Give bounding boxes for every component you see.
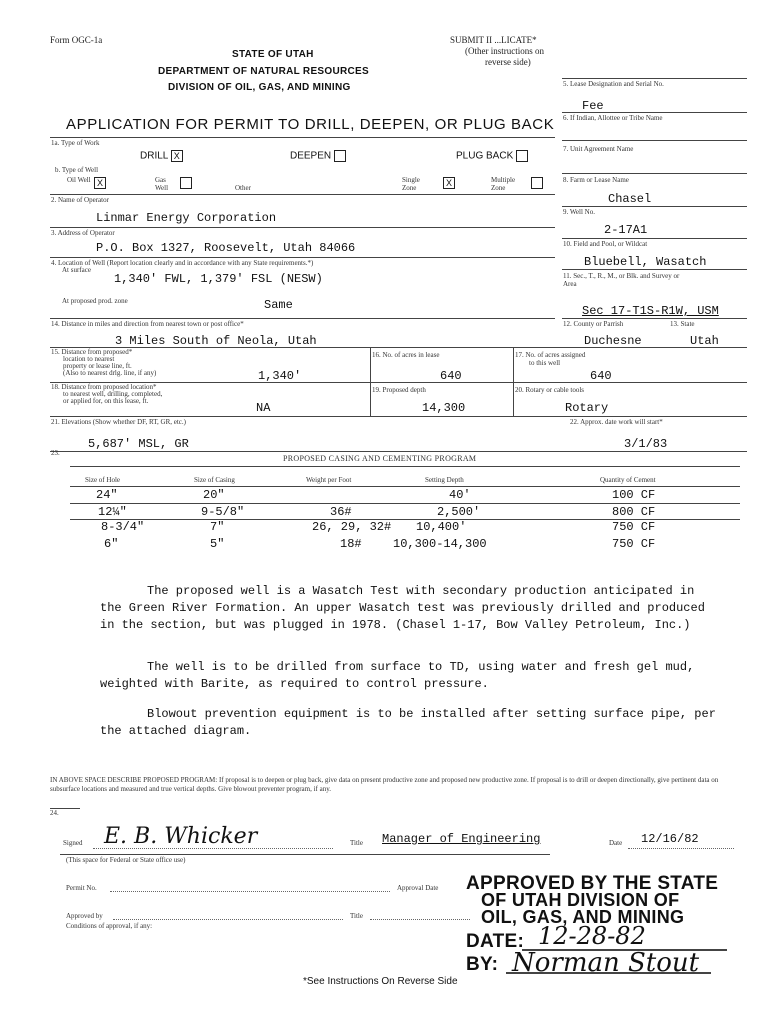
address-label: 3. Address of Operator (51, 229, 115, 237)
approval-date-label: Approval Date (397, 884, 439, 892)
plug-back-option[interactable] (456, 150, 528, 162)
surface-value: 1,340' FWL, 1,379' FSL (NESW) (114, 272, 323, 286)
well-no-value: 2-17A1 (604, 223, 648, 237)
item24-number: 24. (50, 809, 59, 817)
state-value: Utah (690, 334, 719, 348)
operator-value: Linmar Energy Corporation (96, 211, 277, 225)
deepen-checkbox[interactable] (334, 150, 346, 162)
drill-label: DRILL (140, 150, 168, 162)
rotary-label: 20. Rotary or cable tools (515, 386, 585, 394)
casing-row-3-cement: 750 CF (612, 520, 656, 534)
submit-note-instructions: (Other instructions on (465, 46, 544, 56)
well-no-label: 9. Well No. (563, 208, 595, 216)
single-zone-label: Single Zone (402, 176, 420, 192)
proposed-depth-value: 14,300 (422, 401, 466, 415)
signer-title-label: Title (350, 839, 363, 847)
location-label: 4. Location of Well (Report location clearly and in accordance with any State requirements.*) (51, 259, 314, 267)
conditions-label: Conditions of approval, if any: (66, 922, 153, 930)
unit-agreement-label: 7. Unit Agreement Name (563, 145, 634, 153)
item15-value: 1,340' (258, 369, 302, 383)
single-zone-checkbox[interactable]: X (443, 177, 455, 189)
drill-option[interactable] (140, 150, 183, 162)
plug-back-label: PLUG BACK (456, 150, 514, 162)
casing-row-3-weight: 26, 29, 32# (312, 520, 392, 534)
lease-value: Fee (582, 99, 604, 113)
signed-label: Signed (63, 839, 83, 847)
multiple-zone-label: Multiple Zone (491, 176, 516, 192)
elevations-value: 5,687' MSL, GR (88, 437, 189, 451)
county-value: Duchesne (584, 334, 642, 348)
rotary-value: Rotary (565, 401, 609, 415)
narrative-paragraph-2: The well is to be drilled from surface to TD, using water and fresh gel mud, weighted with Barite, as required to control pressure. (100, 660, 695, 691)
form-title: APPLICATION FOR PERMIT TO DRILL, DEEPEN, OR PLUG BACK (66, 116, 555, 133)
casing-row-2-casing: 9-5/8" (201, 505, 245, 519)
surface-label: At surface (62, 266, 91, 274)
signer-title-value: Manager of Engineering (382, 832, 541, 846)
lease-label: 5. Lease Designation and Serial No. (563, 80, 664, 88)
work-start-label: 22. Approx. date work will start* (570, 418, 663, 426)
section-value: Sec 17-T1S-R1W, USM (582, 304, 719, 318)
division-heading: DIVISION OF OIL, GAS, AND MINING (168, 82, 351, 93)
casing-row-2-weight: 36# (330, 505, 352, 519)
casing-row-4-hole: 6" (104, 537, 119, 551)
field-pool-value: Bluebell, Wasatch (584, 255, 707, 269)
address-value: P.O. Box 1327, Roosevelt, Utah 84066 (96, 241, 356, 255)
casing-title: PROPOSED CASING AND CEMENTING PROGRAM (283, 454, 477, 463)
indian-label: 6. If Indian, Allottee or Tribe Name (563, 114, 663, 122)
reverse-side-note: *See Instructions On Reverse Side (303, 976, 458, 987)
item15-label: 15. Distance from proposed* location to nearest property or lease line, ft. (Also to nearest drlg. line, if any) (51, 348, 157, 377)
narrative-paragraph-1: The proposed well is a Wasatch Test with secondary production anticipated in the Green River Formation. An upper Wasatch test was previously drilled and produced in the section, but was plugged in 1978. (Chasel 1-17, Bow Valley Petroleum, Inc.) (100, 584, 705, 632)
casing-number: 23. (51, 449, 60, 457)
signed-date-label: Date (609, 839, 623, 847)
stamp-line-2: OF UTAH DIVISION OF (481, 890, 680, 910)
casing-row-1-hole: 24" (96, 488, 118, 502)
farm-lease-value: Chasel (608, 192, 652, 206)
item18-value: NA (256, 401, 271, 415)
form-number: Form OGC-1a (50, 35, 103, 45)
stamp-by-signature: Norman Stout (512, 948, 700, 978)
stamp-by-label: BY: (466, 954, 499, 975)
stamp-line-1: APPROVED BY THE STATE (466, 873, 719, 894)
type-of-work-label: 1a. Type of Work (51, 139, 100, 147)
signature-handwriting: E. B. Whicker (104, 824, 258, 849)
above-space-instructions: IN ABOVE SPACE DESCRIBE PROPOSED PROGRAM: If proposal is to deepen or plug back, give data on present productive zone and proposed new productive zone. If proposal is to drill or deepen directionally, give pertinent data on subsurface locations and measured and true vertical depths. Give blowout preventer program, if any. (50, 776, 719, 793)
approver-title-label: Title (350, 912, 363, 920)
gas-well-label: Gas Well (155, 176, 169, 192)
deepen-label: DEEPEN (290, 150, 332, 162)
casing-row-1-cement: 100 CF (612, 488, 656, 502)
drill-checkbox[interactable]: X (171, 150, 183, 162)
casing-row-1-casing: 20" (203, 488, 225, 502)
acres-in-lease-value: 640 (440, 369, 462, 383)
casing-row-3-hole: 8-3/4" (101, 520, 145, 534)
casing-row-1-depth: 40' (449, 488, 471, 502)
permit-no-label: Permit No. (66, 884, 97, 892)
oil-well-checkbox[interactable]: X (94, 177, 106, 189)
other-well-label: Other (235, 184, 251, 192)
casing-header-cement: Quantity of Cement (600, 476, 656, 484)
submit-note-reverse: reverse side) (485, 57, 531, 67)
operator-label: 2. Name of Operator (51, 196, 109, 204)
casing-row-4-weight: 18# (340, 537, 362, 551)
county-label: 12. County or Parrish (563, 320, 624, 328)
elevations-label: 21. Elevations (Show whether DF, RT, GR, etc.) (51, 418, 186, 426)
approved-by-label: Approved by (66, 912, 103, 920)
prod-zone-value: Same (264, 298, 293, 312)
casing-row-3-casing: 7" (210, 520, 225, 534)
distance-town-label: 14. Distance in miles and direction from nearest town or post office* (51, 320, 244, 328)
acres-assigned-value: 640 (590, 369, 612, 383)
stamp-date-label: DATE: (466, 931, 525, 952)
plug-back-checkbox[interactable] (516, 150, 528, 162)
casing-row-4-cement: 750 CF (612, 537, 656, 551)
proposed-depth-label: 19. Proposed depth (372, 386, 426, 394)
casing-header-hole: Size of Hole (85, 476, 120, 484)
prod-zone-label: At proposed prod. zone (62, 297, 128, 305)
farm-lease-label: 8. Farm or Lease Name (563, 176, 629, 184)
casing-row-3-depth: 10,400' (416, 520, 467, 534)
state-heading: STATE OF UTAH (232, 49, 314, 60)
submit-note: SUBMIT II ...LICATE* (450, 35, 537, 45)
type-of-well-label: b. Type of Well (55, 166, 99, 174)
section-label: 11. Sec., T., R., M., or Blk. and Survey or Area (563, 272, 680, 288)
stamp-date-value: 12-28-82 (538, 922, 646, 950)
signed-date-value: 12/16/82 (641, 832, 699, 846)
field-pool-label: 10. Field and Pool, or Wildcat (563, 240, 648, 248)
distance-town-value: 3 Miles South of Neola, Utah (115, 334, 317, 348)
casing-header-depth: Setting Depth (425, 476, 464, 484)
casing-row-4-casing: 5" (210, 537, 225, 551)
oil-well-label: Oil Well (67, 176, 91, 184)
item18-label: 18. Distance from proposed location* to nearest well, drilling, completed, or applied for, on this lease, ft. (51, 383, 163, 405)
acres-assigned-label: 17. No. of acres assigned to this well (515, 351, 586, 367)
department-heading: DEPARTMENT OF NATURAL RESOURCES (158, 66, 369, 77)
narrative-paragraph-3: Blowout prevention equipment is to be installed after setting surface pipe, per the attached diagram. (100, 707, 716, 738)
stamp-line-3: OIL, GAS, AND MINING (481, 907, 685, 927)
casing-row-2-hole: 12¼" (98, 505, 127, 519)
casing-row-2-depth: 2,500' (437, 505, 481, 519)
gas-well-checkbox[interactable] (180, 177, 192, 189)
multiple-zone-checkbox[interactable] (531, 177, 543, 189)
casing-row-2-cement: 800 CF (612, 505, 656, 519)
acres-in-lease-label: 16. No. of acres in lease (372, 351, 440, 359)
deepen-option[interactable] (290, 150, 346, 162)
state-label: 13. State (670, 320, 695, 328)
casing-header-casing: Size of Casing (194, 476, 235, 484)
casing-header-weight: Weight per Foot (306, 476, 352, 484)
work-start-value: 3/1/83 (624, 437, 668, 451)
office-use-note: (This space for Federal or State office use) (66, 856, 186, 864)
casing-row-4-depth: 10,300-14,300 (393, 537, 487, 551)
